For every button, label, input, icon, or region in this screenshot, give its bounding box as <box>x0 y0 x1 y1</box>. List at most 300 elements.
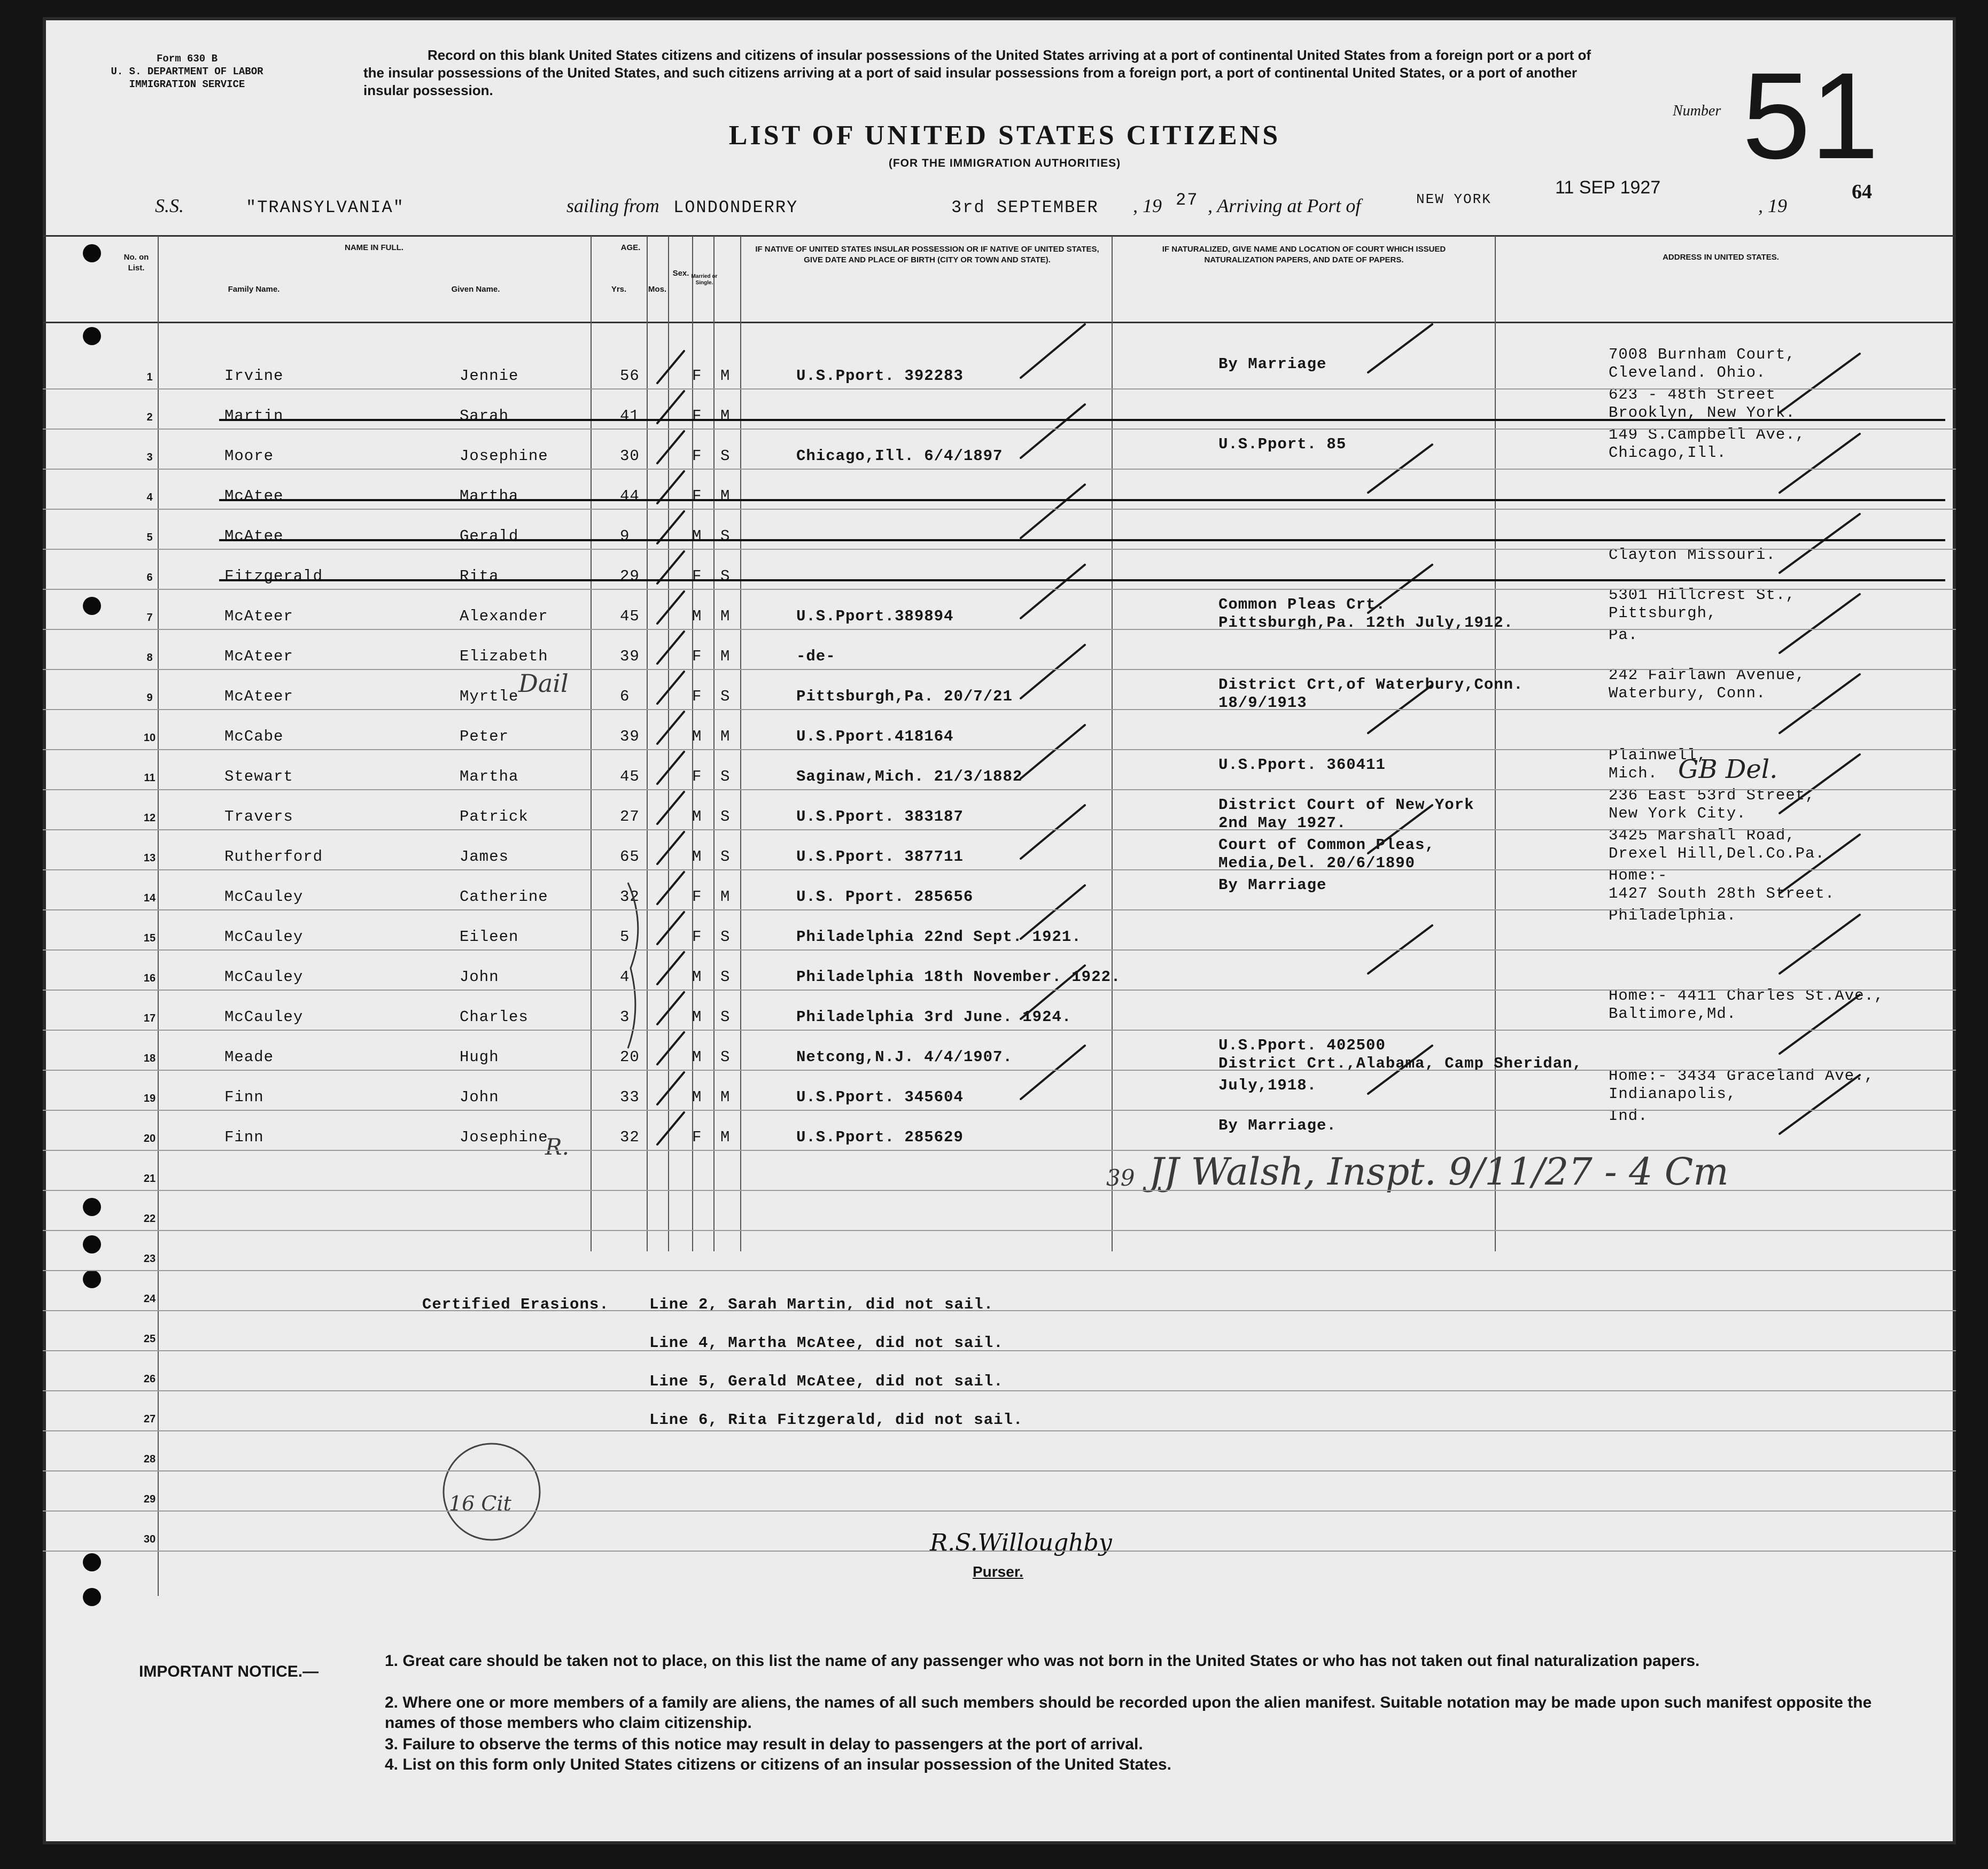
family-name: Irvine <box>224 367 284 385</box>
inspector-signature: JJ Walsh, Inspt. 9/11/27 - 4 Cm <box>1149 1150 1729 1194</box>
family-name: McAtee <box>224 527 284 545</box>
address-2: Drexel Hill,Del.Co.Pa. <box>1609 845 1825 862</box>
strikethrough-line <box>219 419 1945 421</box>
col-family-name: Family Name. <box>228 285 280 294</box>
check-mark <box>1780 995 1860 1054</box>
marital-status: S <box>720 848 731 866</box>
check-mark <box>657 511 684 543</box>
row-rule <box>43 1350 1956 1351</box>
check-mark <box>657 431 684 463</box>
sailing-from-label: sailing from <box>566 195 659 216</box>
row-number: 27 <box>143 1413 156 1425</box>
birth-info: Philadelphia 18th November. 1922. <box>796 968 1121 986</box>
marital-status: S <box>720 768 731 785</box>
row-rule <box>43 1430 1956 1431</box>
address-2: 1427 South 28th Street. <box>1609 885 1835 902</box>
josephine-note: R. <box>545 1134 569 1160</box>
naturalization-info-2: 18/9/1913 <box>1218 694 1307 712</box>
col-address: ADDRESS IN UNITED STATES. <box>1663 253 1779 262</box>
row-rule <box>43 1551 1956 1552</box>
notice-item-2: 2. Where one or more members of a family are aliens, the names of all such members should be recorded upon the alien manifest. Suitable notation may be made upon such manifest opposite the names of those members who claim citizenship. <box>385 1694 1872 1732</box>
col-naturalized: IF NATURALIZED, GIVE NAME AND LOCATION OF COURT WHICH ISSUED NATURALIZATION PAPERS, AND DATE OF PAPERS. <box>1162 245 1446 264</box>
naturalization-info-2: 2nd May 1927. <box>1218 814 1347 832</box>
family-name: Travers <box>224 808 293 826</box>
family-name: McCauley <box>224 1008 304 1026</box>
check-mark <box>1021 725 1085 778</box>
purser-signature: R.S.Willoughby <box>930 1529 1112 1556</box>
check-mark <box>657 912 684 944</box>
sex: M <box>692 1008 702 1026</box>
col-no: No. on List. <box>123 253 149 272</box>
age: 6 <box>620 688 630 705</box>
marital-status: S <box>720 567 731 585</box>
given-name: Elizabeth <box>460 648 548 665</box>
arrival-port: NEW YORK <box>1416 191 1492 207</box>
col-name-in-full: NAME IN FULL. <box>345 243 403 252</box>
address: 623 - 48th Street <box>1609 386 1776 403</box>
sex: F <box>692 888 702 906</box>
list-number: 51 <box>1742 47 1879 184</box>
naturalization-info: By Marriage <box>1218 876 1327 894</box>
check-mark <box>657 872 684 904</box>
purser-label: Purser. <box>973 1563 1023 1580</box>
address-2: Baltimore,Md. <box>1609 1005 1737 1023</box>
naturalization-info: U.S.Pport. 85 <box>1218 435 1347 453</box>
family-name: McCabe <box>224 728 284 745</box>
row-rule <box>43 990 1956 991</box>
row-number: 15 <box>143 932 156 944</box>
sex: M <box>692 1048 702 1066</box>
address-2: New York City. <box>1609 805 1746 822</box>
marital-status: S <box>720 928 731 946</box>
check-mark <box>657 952 684 984</box>
row-number: 2 <box>146 411 153 423</box>
marital-status: M <box>720 608 731 625</box>
check-mark <box>1780 594 1860 653</box>
birth-info: Philadelphia 3rd June. 1924. <box>796 1008 1072 1026</box>
birth-info: U.S.Pport.389894 <box>796 608 954 625</box>
check-mark <box>657 712 684 744</box>
row-number: 11 <box>144 772 156 784</box>
age: 29 <box>620 567 640 585</box>
marital-status: S <box>720 688 731 705</box>
marital-status: M <box>720 728 731 745</box>
address-2: Waterbury, Conn. <box>1609 684 1766 702</box>
marital-status: S <box>720 1008 731 1026</box>
handwritten-marks <box>43 17 1956 1844</box>
given-name: Jennie <box>460 367 519 385</box>
row-number: 26 <box>143 1373 156 1385</box>
sex: F <box>692 447 702 465</box>
row-number: 19 <box>143 1093 156 1104</box>
given-name: Patrick <box>460 808 529 826</box>
notice-item-4: 4. List on this form only United States citizens or citizens of an insular possession of the United States. <box>385 1756 1171 1773</box>
sex: M <box>692 608 702 625</box>
row-rule <box>43 909 1956 910</box>
naturalization-info: July,1918. <box>1218 1077 1317 1094</box>
address: Home:- 3434 Graceland Ave., <box>1609 1067 1874 1085</box>
marital-status: S <box>720 968 731 986</box>
birth-info: U.S.Pport. 285629 <box>796 1128 964 1146</box>
naturalization-info-2: Media,Del. 20/6/1890 <box>1218 854 1416 872</box>
age: 5 <box>620 928 630 946</box>
sex: F <box>692 367 702 385</box>
check-mark <box>1780 354 1860 412</box>
notice-heading: IMPORTANT NOTICE.— <box>139 1663 319 1680</box>
row-number: 16 <box>143 972 156 984</box>
sailing-port: LONDONDERRY <box>673 198 798 217</box>
year-prefix: , 19 <box>1133 195 1162 216</box>
service: IMMIGRATION SERVICE <box>129 79 245 90</box>
age: 9 <box>620 527 630 545</box>
margin-note: 16 Cit <box>449 1492 511 1515</box>
ss-label: S.S. <box>155 195 184 216</box>
address: Philadelphia. <box>1609 907 1737 924</box>
family-name: Fitzgerald <box>224 567 323 585</box>
row-rule <box>43 1230 1956 1231</box>
family-name: McAteer <box>224 688 293 705</box>
naturalization-info: U.S.Pport. 402500 <box>1218 1037 1386 1054</box>
col-married: Married or Single. <box>691 274 718 286</box>
check-mark <box>657 992 684 1024</box>
marital-status: S <box>720 1048 731 1066</box>
page-subtitle: (FOR THE IMMIGRATION AUTHORITIES) <box>888 157 1121 169</box>
row-rule <box>43 749 1956 750</box>
row-number: 21 <box>143 1173 156 1185</box>
name-note: Dail <box>518 669 569 698</box>
strikethrough-line <box>219 579 1945 581</box>
check-mark <box>657 591 684 624</box>
marital-status: M <box>720 888 731 906</box>
row-rule <box>43 1270 1956 1271</box>
number-label: Number <box>1673 103 1721 119</box>
marital-status: M <box>720 1088 731 1106</box>
family-name: Moore <box>224 447 274 465</box>
col-birth: IF NATIVE OF UNITED STATES INSULAR POSSESSION OR IF NATIVE OF UNITED STATES, GIVE DATE AND PLACE OF BIRTH (CITY OR TOWN AND STATE). <box>755 245 1099 264</box>
sex: F <box>692 928 702 946</box>
row-number: 30 <box>143 1533 156 1545</box>
sailing-date: 3rd SEPTEMBER <box>951 198 1099 217</box>
arriving-label: , Arriving at Port of <box>1208 195 1361 216</box>
check-mark <box>657 351 684 383</box>
intro-text: Record on this blank United States citizens and citizens of insular possessions of the United States arriving at a port of continental United States from a foreign port or a port of the insular possessions of the United States, and such citizens arriving at a port of said insular possessions from a foreign port, a port of continental United States, or a port of another insular possession. <box>363 47 1591 98</box>
address-2: Chicago,Ill. <box>1609 444 1727 462</box>
gb-signature: GB Del. <box>1678 754 1778 784</box>
inspector-count: 39 <box>1106 1165 1135 1191</box>
row-number: 10 <box>143 732 156 744</box>
given-name: Sarah <box>460 407 509 425</box>
row-rule <box>43 789 1956 790</box>
marital-status: S <box>720 808 731 826</box>
family-name: Rutherford <box>224 848 323 866</box>
given-name: Myrtle <box>460 688 519 705</box>
col-sex: Sex. <box>672 269 689 278</box>
age: 30 <box>620 447 640 465</box>
row-number: 6 <box>146 572 153 583</box>
sex: F <box>692 1128 702 1146</box>
check-mark <box>1780 674 1860 733</box>
marital-status: M <box>720 367 731 385</box>
row-rule <box>43 549 1956 550</box>
address: Plainwell, <box>1609 746 1707 764</box>
given-name: Josephine <box>460 1128 548 1146</box>
family-name: McCauley <box>224 928 304 946</box>
check-mark <box>657 672 684 704</box>
row-rule <box>43 509 1956 510</box>
age: 3 <box>620 1008 630 1026</box>
row-rule <box>43 589 1956 590</box>
age: 45 <box>620 768 640 785</box>
erasure-line-4: Line 4, Martha McAtee, did not sail. <box>649 1334 1004 1352</box>
marital-status: S <box>720 447 731 465</box>
birth-info: U.S.Pport.418164 <box>796 728 954 745</box>
family-name: McCauley <box>224 888 304 906</box>
sex: M <box>692 848 702 866</box>
naturalization-info-2: District Crt.,Alabama, Camp Sheridan, <box>1218 1055 1582 1072</box>
age: 33 <box>620 1088 640 1106</box>
row-number: 9 <box>146 692 153 704</box>
check-mark <box>1021 485 1085 538</box>
row-rule <box>43 709 1956 710</box>
row-rule <box>43 869 1956 870</box>
sex: M <box>692 527 702 545</box>
ship-name: "TRANSYLVANIA" <box>246 198 405 217</box>
row-number: 24 <box>143 1293 156 1305</box>
birth-info: U.S.Pport. 392283 <box>796 367 964 385</box>
age: 44 <box>620 487 640 505</box>
row-rule <box>43 1150 1956 1151</box>
sex: F <box>692 407 702 425</box>
sex: M <box>692 808 702 826</box>
col-age: AGE. <box>620 243 641 252</box>
given-name: Josephine <box>460 447 548 465</box>
form-number: Form 630 B <box>156 53 218 65</box>
address-2: Brooklyn, New York. <box>1609 404 1796 422</box>
row-number: 13 <box>143 852 156 864</box>
page-number: 64 <box>1852 181 1872 203</box>
erasures-label: Certified Erasions. <box>422 1296 609 1313</box>
age: 41 <box>620 407 640 425</box>
given-name: Gerald <box>460 527 519 545</box>
row-rule <box>43 469 1956 470</box>
row-number: 28 <box>143 1453 156 1465</box>
birth-info: Chicago,Ill. 6/4/1897 <box>796 447 1003 465</box>
address: 242 Fairlawn Avenue, <box>1609 666 1806 684</box>
given-name: Peter <box>460 728 509 745</box>
check-mark <box>657 832 684 864</box>
family-bracket <box>628 883 638 1048</box>
manifest-sheet <box>43 17 1956 1844</box>
row-rule <box>43 1190 1956 1191</box>
given-name: Rita <box>460 567 499 585</box>
col-yrs: Yrs. <box>611 285 627 294</box>
marital-status: M <box>720 487 731 505</box>
birth-info: U.S.Pport. 345604 <box>796 1088 964 1106</box>
col-given-name: Given Name. <box>451 285 500 294</box>
check-mark <box>657 551 684 583</box>
sex: F <box>692 567 702 585</box>
age: 20 <box>620 1048 640 1066</box>
row-rule <box>43 1110 1956 1111</box>
address: Home:- <box>1609 867 1668 884</box>
page-title: LIST OF UNITED STATES CITIZENS <box>728 120 1281 151</box>
age: 32 <box>620 888 640 906</box>
row-rule <box>43 829 1956 830</box>
address-2: Cleveland. Ohio. <box>1609 364 1766 381</box>
row-number: 8 <box>146 652 153 664</box>
row-rule <box>43 669 1956 670</box>
row-rule <box>43 1390 1956 1391</box>
row-number: 17 <box>143 1013 156 1024</box>
birth-info: U.S.Pport. 383187 <box>796 808 964 826</box>
check-mark <box>657 471 684 503</box>
naturalization-info: Court of Common Pleas, <box>1218 836 1435 854</box>
check-mark <box>657 752 684 784</box>
strikethrough-line <box>219 539 1945 541</box>
notice-item-3: 3. Failure to observe the terms of this notice may result in delay to passengers at the port of arrival. <box>385 1735 1143 1753</box>
birth-info: U.S.Pport. 387711 <box>796 848 964 866</box>
given-name: Eileen <box>460 928 519 946</box>
check-mark <box>657 1112 684 1144</box>
row-rule <box>43 1030 1956 1031</box>
notice-item-1: 1. Great care should be taken not to place, on this list the name of any passenger who was not born in the United States or who has not taken out final naturalization papers. <box>385 1652 1700 1670</box>
nineteen-label: , 19 <box>1758 195 1787 216</box>
arrival-stamp: 11 SEP 1927 <box>1555 177 1661 198</box>
check-mark <box>657 1032 684 1064</box>
row-rule <box>43 388 1956 390</box>
row-number: 1 <box>146 371 153 383</box>
family-name: McCauley <box>224 968 304 986</box>
age: 39 <box>620 728 640 745</box>
sex: F <box>692 688 702 705</box>
row-rule <box>43 429 1956 430</box>
given-name: James <box>460 848 509 866</box>
row-rule <box>43 1510 1956 1512</box>
sex: M <box>692 1088 702 1106</box>
naturalization-info: District Court of New York <box>1218 796 1474 814</box>
check-mark <box>1780 514 1860 573</box>
birth-info: -de- <box>796 648 836 665</box>
address-2: Pittsburgh, <box>1609 604 1717 622</box>
age: 45 <box>620 608 640 625</box>
strikethrough-line <box>219 499 1945 501</box>
family-name: McAteer <box>224 608 293 625</box>
row-number: 23 <box>143 1253 156 1265</box>
family-name: Finn <box>224 1128 264 1146</box>
col-mos: Mos. <box>648 285 667 294</box>
row-number: 20 <box>143 1133 156 1144</box>
row-number: 18 <box>143 1053 156 1064</box>
family-name: Meade <box>224 1048 274 1066</box>
naturalization-info: District Crt,of Waterbury,Conn. <box>1218 676 1524 694</box>
sex: M <box>692 728 702 745</box>
row-rule <box>43 1310 1956 1311</box>
row-rule <box>43 1470 1956 1471</box>
marital-status: M <box>720 1128 731 1146</box>
given-name: Alexander <box>460 608 548 625</box>
naturalization-info: By Marriage. <box>1218 1117 1337 1134</box>
family-name: Finn <box>224 1088 264 1106</box>
check-mark <box>1021 565 1085 618</box>
row-number: 3 <box>146 451 153 463</box>
address: Ind. <box>1609 1107 1648 1125</box>
check-mark <box>1021 645 1085 698</box>
given-name: John <box>460 1088 499 1106</box>
address: 236 East 53rd Street, <box>1609 786 1815 804</box>
check-mark <box>1780 1075 1860 1134</box>
age: 32 <box>620 1128 640 1146</box>
family-name: McAteer <box>224 648 293 665</box>
check-mark <box>1021 404 1085 458</box>
row-number: 5 <box>146 532 153 543</box>
given-name: Charles <box>460 1008 529 1026</box>
check-mark <box>1021 1046 1085 1099</box>
birth-info: Saginaw,Mich. 21/3/1882 <box>796 768 1023 785</box>
age: 4 <box>620 968 630 986</box>
family-name: Martin <box>224 407 284 425</box>
address: 5301 Hillcrest St., <box>1609 586 1796 604</box>
age: 39 <box>620 648 640 665</box>
age: 27 <box>620 808 640 826</box>
marital-status: S <box>720 527 731 545</box>
address: 7008 Burnham Court, <box>1609 346 1796 363</box>
family-name: Stewart <box>224 768 293 785</box>
address-2: Indianapolis, <box>1609 1085 1737 1103</box>
row-number: 4 <box>146 492 153 503</box>
check-mark <box>1021 805 1085 859</box>
row-rule <box>43 629 1956 630</box>
row-number: 12 <box>143 812 156 824</box>
birth-info: Netcong,N.J. 4/4/1907. <box>796 1048 1013 1066</box>
margin-note-circle <box>444 1444 540 1540</box>
check-mark <box>657 632 684 664</box>
family-name: McAtee <box>224 487 284 505</box>
check-mark <box>1780 835 1860 893</box>
check-mark <box>1021 965 1085 1019</box>
given-name: John <box>460 968 499 986</box>
address-2: Mich. <box>1609 765 1658 782</box>
department: U. S. DEPARTMENT OF LABOR <box>111 66 263 77</box>
row-number: 25 <box>143 1333 156 1345</box>
given-name: Catherine <box>460 888 548 906</box>
erasure-line-6: Line 6, Rita Fitzgerald, did not sail. <box>649 1411 1023 1429</box>
check-mark <box>1780 915 1860 974</box>
check-mark <box>657 1072 684 1104</box>
birth-info: U.S. Pport. 285656 <box>796 888 974 906</box>
given-name: Hugh <box>460 1048 499 1066</box>
year-suffix: 27 <box>1176 190 1199 210</box>
naturalization-info-2: Pittsburgh,Pa. 12th July,1912. <box>1218 614 1514 632</box>
row-number: 7 <box>146 612 153 624</box>
given-name: Martha <box>460 487 519 505</box>
check-mark <box>1780 754 1860 813</box>
naturalization-info: Common Pleas Crt. <box>1218 596 1386 613</box>
naturalization-info: By Marriage <box>1218 355 1327 373</box>
address: Home:- 4411 Charles St.Ave., <box>1609 987 1884 1004</box>
check-mark <box>1780 434 1860 493</box>
age: 65 <box>620 848 640 866</box>
check-mark <box>657 792 684 824</box>
marital-status: M <box>720 648 731 665</box>
check-mark <box>657 391 684 423</box>
row-rule <box>43 1070 1956 1071</box>
birth-info: Pittsburgh,Pa. 20/7/21 <box>796 688 1013 705</box>
address: Clayton Missouri. <box>1609 546 1776 564</box>
age: 56 <box>620 367 640 385</box>
birth-info: Philadelphia 22nd Sept. 1921. <box>796 928 1082 946</box>
address: 149 S.Campbell Ave., <box>1609 426 1806 443</box>
sex: F <box>692 487 702 505</box>
